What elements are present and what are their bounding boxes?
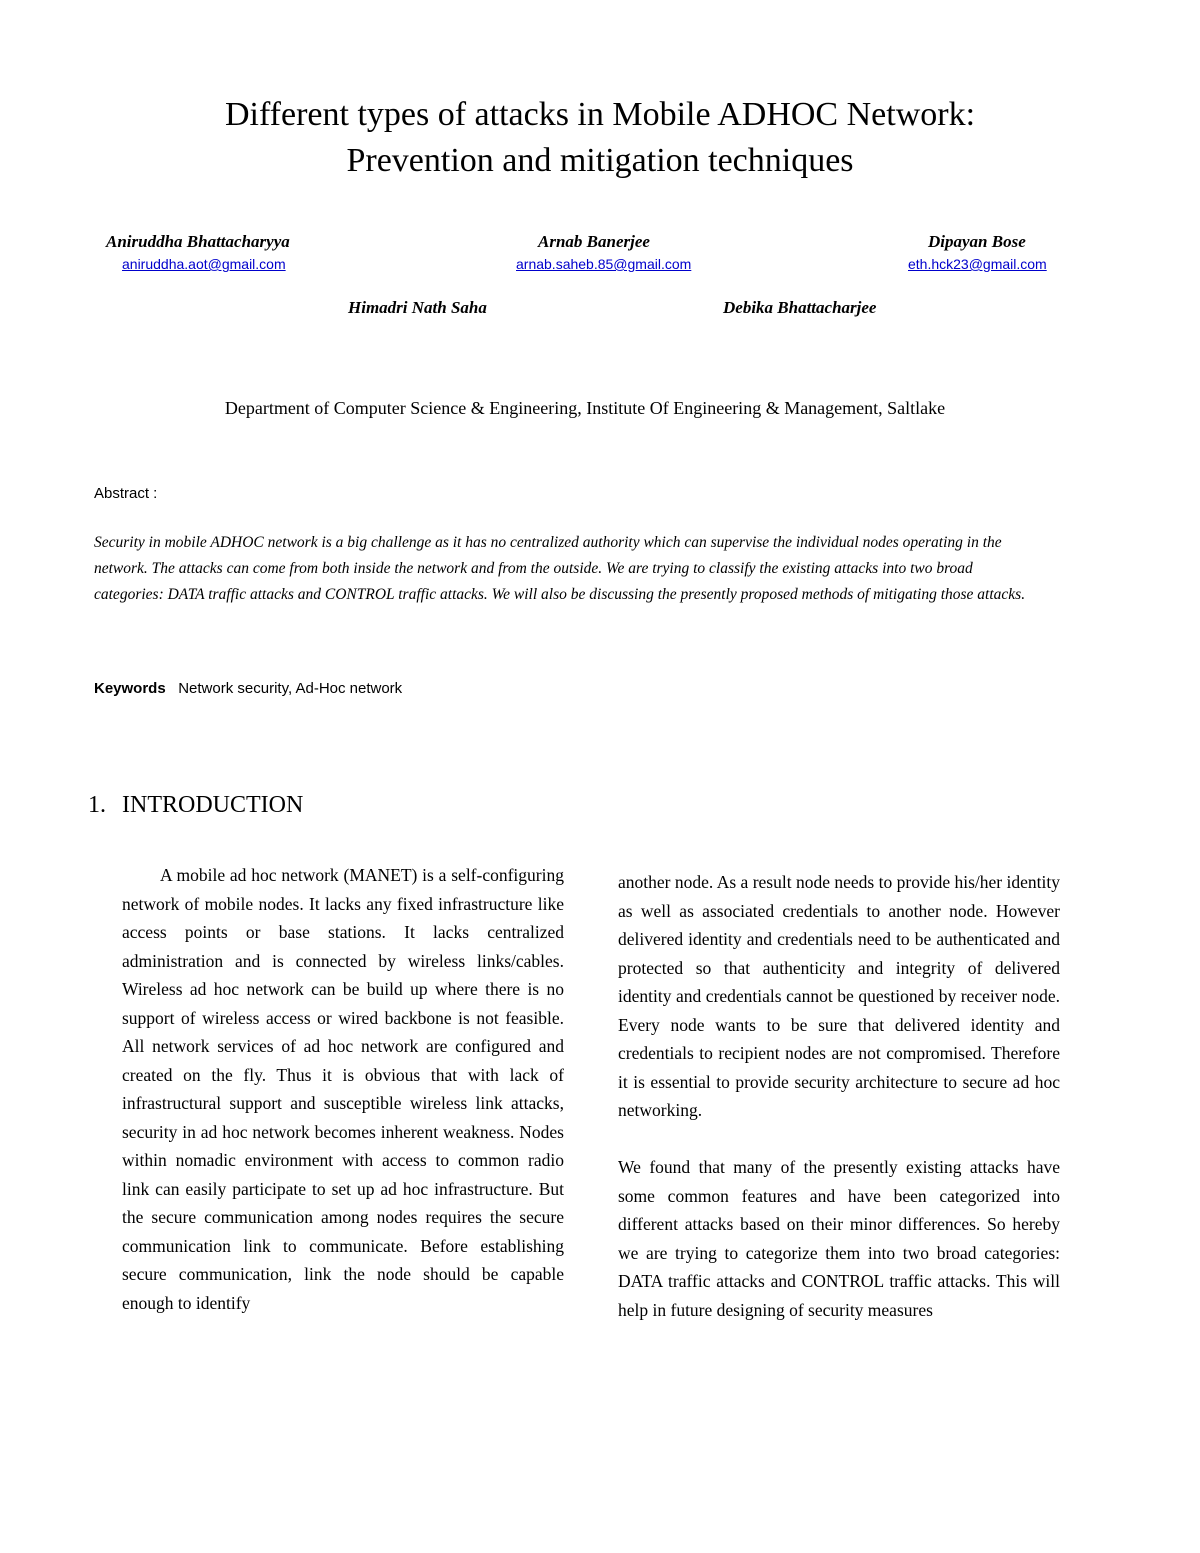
- body-paragraph: another node. As a result node needs to provide his/her identity as well as associated credentials to another node. However delivered identity and credentials need to be authenticated and protected so that authenticity and integrity of delivered identity and credentials cannot be questioned by receiver node. Every node wants to be sure that delivered identity and credentials to recipient nodes are not compromised. Therefore it is essential to provide security architecture to secure ad hoc networking.: [618, 872, 1060, 1120]
- author-email-link[interactable]: eth.hck23@gmail.com: [908, 256, 1047, 272]
- body-column-left: [122, 861, 564, 1317]
- keywords: [94, 680, 402, 697]
- title-line-1: Different types of attacks in Mobile ADHOC Network:: [224, 96, 976, 133]
- author-name: Himadri Nath Saha: [348, 298, 487, 317]
- abstract-text: Security in mobile ADHOC network is a big challenge as it has no centralized authority which can supervise the individual nodes operating in the network. The attacks can come from both inside the network and from the outside. We are trying to classify the existing attacks into two broad categories: DATA traffic attacks and CONTROL traffic attacks. We will also be discussing the presently proposed methods of mitigating those attacks.: [94, 534, 1026, 603]
- body-column-right: [618, 868, 1060, 1324]
- keywords-text: Network security, Ad-Hoc network: [178, 680, 403, 697]
- affiliation: Department of Computer Science & Engineering, Institute Of Engineering & Management, Saltlake: [224, 398, 946, 418]
- author-email-link[interactable]: aniruddha.aot@gmail.com: [122, 256, 286, 272]
- section-heading: [88, 792, 303, 819]
- author-name: Dipayan Bose: [928, 232, 1026, 251]
- paper-title: [100, 92, 1100, 184]
- section-number: 1.: [88, 792, 106, 818]
- body-paragraph: We found that many of the presently existing attacks have some common features and have been categorized into different attacks based on their minor differences. So hereby we are trying to categorize them into two broad categories: DATA traffic attacks and CONTROL traffic attacks. This will help in future designing of security measures: [618, 1157, 1060, 1320]
- author-name: Aniruddha Bhattacharyya: [106, 232, 290, 251]
- author-name: Arnab Banerjee: [538, 232, 650, 251]
- body-paragraph: A mobile ad hoc network (MANET) is a self-configuring network of mobile nodes. It lacks any fixed infrastructure like access points or base stations. It lacks centralized administration and is connected by wireless links/cables. Wireless ad hoc network can be build up where there is no support of wireless access or wired backbone is not feasible. All network services of ad hoc network are configured and created on the fly. Thus it is obvious that with lack of infrastructural support and susceptible wireless link attacks, security in ad hoc network becomes inherent weakness. Nodes within nomadic environment with access to common radio link can easily participate to set up ad hoc infrastructure. But the secure communication among nodes requires the secure communication link to communicate. Before establishing secure communication, link the node should be capable enough to identify: [122, 865, 564, 1313]
- abstract-label: Abstract :: [94, 485, 158, 502]
- section-title: INTRODUCTION: [122, 792, 304, 818]
- author-email-link[interactable]: arnab.saheb.85@gmail.com: [516, 256, 692, 272]
- title-line-2: Prevention and mitigation techniques: [346, 142, 854, 179]
- keywords-label: Keywords: [94, 680, 166, 697]
- author-name: Debika Bhattacharjee: [723, 298, 877, 317]
